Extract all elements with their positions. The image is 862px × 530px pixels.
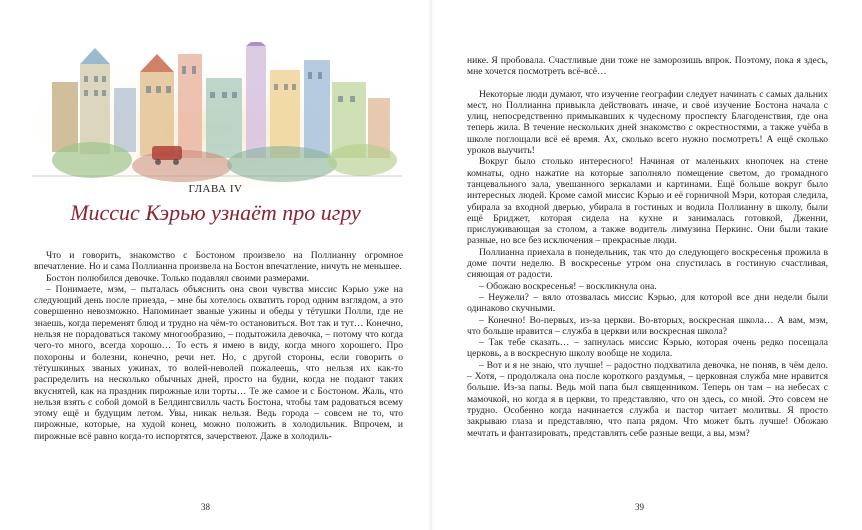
paragraph: – Конечно! Во-первых, из-за церкви. Во-вторых, воскресная школа… А вам, мэм, что больше нравится – служба в церкви или воскресная школа? bbox=[467, 314, 828, 337]
chapter-title: Миссис Кэрью узнаёт про игру bbox=[70, 200, 361, 225]
right-page-text bbox=[467, 55, 828, 439]
paragraph: нике. Я пробовала. Счастливые дни тоже не заморозишь впрок. Поэтому, пока я здесь, мне хочется посмотреть всё-всё… bbox=[467, 55, 828, 78]
paragraph: – Неужели? – вяло отозвалась миссис Кэрью, для которой все дни недели были одинаково скучными. bbox=[467, 291, 828, 315]
paragraph: – Обожаю воскресенья! – воскликнула она. bbox=[479, 280, 657, 292]
page-number-right: 39 bbox=[635, 502, 644, 512]
paragraph: – Понимаете, мэм, – пыталась объяснить она свои чувства миссис Кэрью уже на следующий день после приезда, – мне бы хотелось охватить город одним взглядом, а это совершенно невозможно. Напоминает званые ужины и обеды у тётушки Полли, где не знаешь, когда переменят блюд и трудно на чём-то остановиться. Вот так и тут… Конечно, нельзя не порадоваться такому многообразию, – подытожила девочка, – потому что когда чего-то много, всегда хорошо… То есть я имею в виду, когда много хорошего. Про похороны и болезни, конечно, речи нет. Но, с другой стороны, если говорить о тётушкиных званых ужинах, то волей-неволей пожалеешь, что нельзя их как-то распределить на несколько обычных дней, просто на будни, когда не подают таких вкуснятей, как на праздник пирожные или торты… Те же самое и с Бостоном. Жаль, что нельзя взять с собой домой в Белдингсвилль часть Бостона, чтобы там радоваться всему этому ещё и будущим летом. Увы, никак нельзя. Ведь города – совсем не то, что пирожные, которые, на худой конец, можно положить в холодильник. Впрочем, и пирожные всё равно когда-то испортятся, зачерствеют. Даже в холодиль- bbox=[34, 283, 403, 442]
paragraph: Некоторые люди думают, что изучение географии следует начинать с самых дальних мест, но Поллианна привыкла действовать иначе, и своё изучение Бостона начала с улиц, непосредственно примыкавших к чудесному проспекту Благоденствия, где она теперь жила. В течение нескольких дней знакомство с окрестностями, а также учёба в школе поглощали всё её время. Ах, сколько всего нужно посмотреть! А ещё сколько уроков выучить! bbox=[467, 88, 828, 157]
paragraph: Что и говорить, знакомство с Бостоном произвело на Поллианну огромное впечатление. Но и сама Поллианна произвела на Бостон впечатление, ничуть не меньшее. bbox=[34, 250, 403, 273]
right-page bbox=[431, 0, 862, 530]
paragraph: Поллианна приехала в понедельник, так что до следующего воскресенья прожила в доме почти неделю. В воскресенье утром она спустилась в гостиную счастливая, сияющая от радости. bbox=[467, 246, 828, 281]
paragraph: – Так тебе сказать… – запнулась миссис Кэрью, которая очень редко посещала церковь, а в воскресную школу вообще не ходила. bbox=[467, 337, 828, 360]
paragraph: Вокруг было столько интересного! Начиная от маленьких кнопочек на стене комнаты, одно нажатие на которые заполняло помещение светом, до громадного танцевального зала, увешанного зеркалами и картинами. Ещё больше вокруг было интересных людей. Кроме самой миссис Кэрью и её горничной Мэри, которая следила, убирала за входной дверью, убирала в гостиных и водила Поллианну в школу, были ещё Бриджет, которая сидела на кухне и занималась готовкой, Дженни, прислуживающая за столом, а также водитель лимузина Перкинс. Они были такие разные, но все без исключения – прекрасные люди. bbox=[467, 156, 828, 247]
paragraph: – Вот и я не знаю, что лучше! – радостно подхватила девочка, не поняв, в чём дело. – Хотя, – продолжала она после короткого раздумья, – церковная служба мне нравится больше. Из-за папы. Ведь мой папа был священником. Теперь он там – на небесах с мамочкой, но когда я в церкви, то представляю, что он здесь, со мной. Это совсем не трудно. Особенно когда начинается служба и пастор читает молитвы. Я просто закрываю глаза и представляю, что папа рядом. Что может быть лучше! Обожаю мечтать и фантазировать, представлять себе разные вещи, а вы, мэм? bbox=[467, 359, 828, 439]
chapter-number: ГЛАВА IV bbox=[188, 183, 243, 195]
city-watercolor-illustration bbox=[32, 42, 402, 188]
left-page-text bbox=[34, 250, 403, 442]
paragraph: Бостон полюбился девочке. Только подавлял своими размерами. bbox=[46, 272, 310, 284]
page-number-left: 38 bbox=[201, 502, 210, 512]
